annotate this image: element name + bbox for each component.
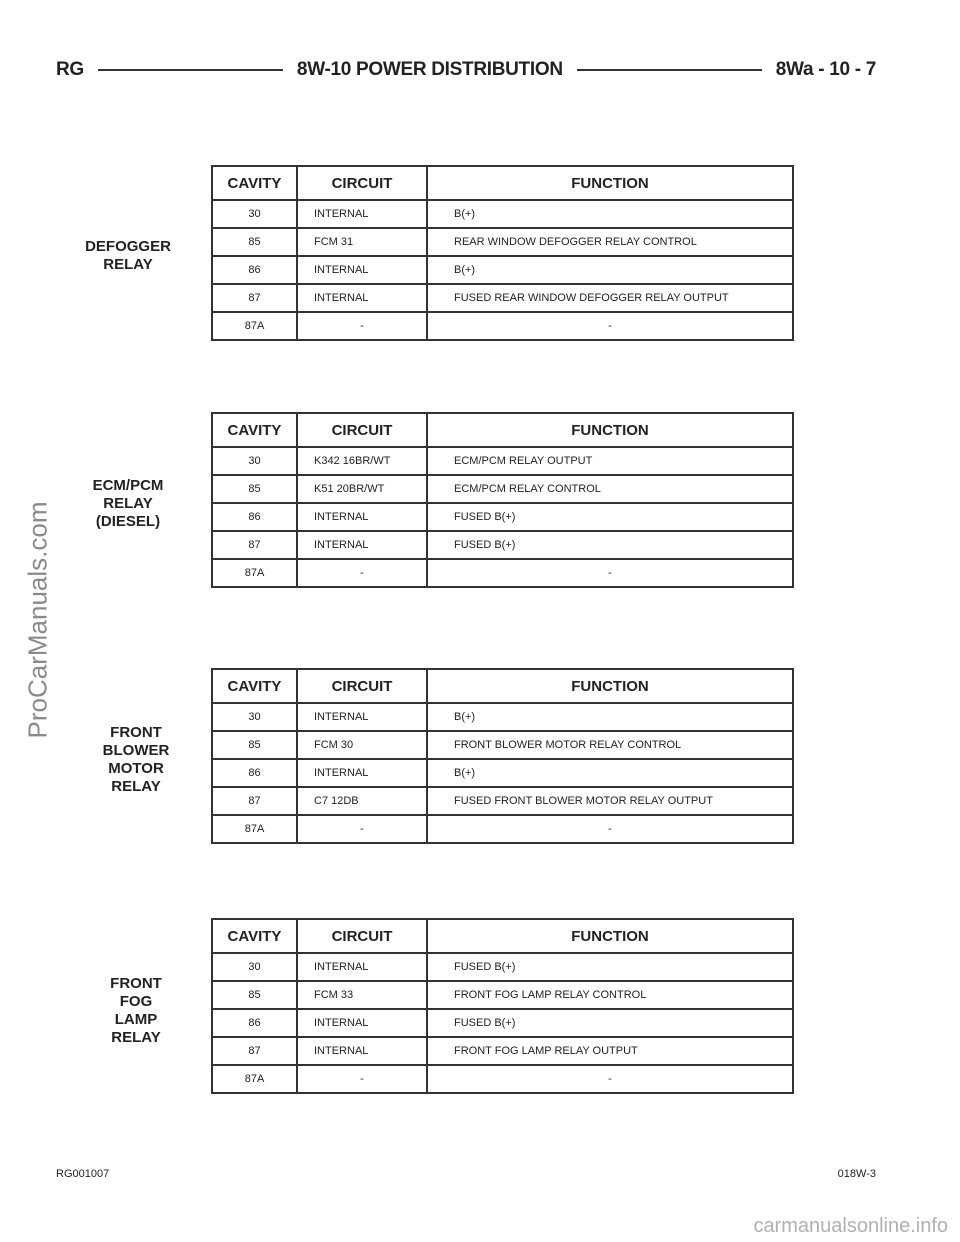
cavity-header: CAVITY bbox=[212, 413, 297, 447]
circuit-cell: INTERNAL bbox=[297, 200, 427, 228]
cavity-cell: 30 bbox=[212, 953, 297, 981]
pin-table bbox=[211, 918, 794, 1094]
table-row bbox=[212, 284, 793, 312]
function-cell: - bbox=[427, 1065, 793, 1093]
page-title: 8W-10 POWER DISTRIBUTION bbox=[296, 59, 563, 80]
cavity-cell: 87A bbox=[212, 1065, 297, 1093]
circuit-cell: INTERNAL bbox=[297, 256, 427, 284]
table-row bbox=[212, 256, 793, 284]
figure-id-left: RG001007 bbox=[56, 1168, 110, 1180]
pin-table bbox=[211, 412, 794, 588]
function-cell: FUSED FRONT BLOWER MOTOR RELAY OUTPUT bbox=[427, 787, 793, 815]
page-header bbox=[56, 56, 876, 84]
table-row bbox=[212, 312, 793, 340]
relay-label: FRONT BLOWER MOTOR RELAY bbox=[102, 724, 170, 795]
table-row bbox=[212, 731, 793, 759]
function-cell: REAR WINDOW DEFOGGER RELAY CONTROL bbox=[427, 228, 793, 256]
circuit-cell: INTERNAL bbox=[297, 1009, 427, 1037]
relay-label: FRONT FOG LAMP RELAY bbox=[110, 975, 162, 1046]
table-row bbox=[212, 1037, 793, 1065]
table-row bbox=[212, 703, 793, 731]
table-row bbox=[212, 1009, 793, 1037]
function-cell: FUSED B(+) bbox=[427, 503, 793, 531]
function-cell: B(+) bbox=[427, 759, 793, 787]
function-cell: FUSED REAR WINDOW DEFOGGER RELAY OUTPUT bbox=[427, 284, 793, 312]
header-rule-left bbox=[98, 69, 283, 71]
pin-table bbox=[211, 165, 794, 341]
table-row bbox=[212, 981, 793, 1009]
function-cell: B(+) bbox=[427, 256, 793, 284]
circuit-cell: - bbox=[297, 815, 427, 843]
function-cell: - bbox=[427, 312, 793, 340]
circuit-cell: FCM 30 bbox=[297, 731, 427, 759]
header-rule-right bbox=[577, 69, 762, 71]
side-watermark-text: ProCarManuals.com bbox=[22, 501, 53, 739]
function-cell: - bbox=[427, 815, 793, 843]
cavity-cell: 87 bbox=[212, 284, 297, 312]
table-row bbox=[212, 815, 793, 843]
function-cell: ECM/PCM RELAY CONTROL bbox=[427, 475, 793, 503]
circuit-cell: FCM 33 bbox=[297, 981, 427, 1009]
circuit-cell: INTERNAL bbox=[297, 503, 427, 531]
circuit-header: CIRCUIT bbox=[297, 413, 427, 447]
table-row bbox=[212, 228, 793, 256]
cavity-cell: 86 bbox=[212, 759, 297, 787]
cavity-header: CAVITY bbox=[212, 919, 297, 953]
circuit-cell: INTERNAL bbox=[297, 953, 427, 981]
cavity-cell: 85 bbox=[212, 475, 297, 503]
pin-table bbox=[211, 668, 794, 844]
table-row bbox=[212, 1065, 793, 1093]
circuit-cell: C7 12DB bbox=[297, 787, 427, 815]
cavity-cell: 87A bbox=[212, 559, 297, 587]
cavity-cell: 85 bbox=[212, 731, 297, 759]
table-row bbox=[212, 531, 793, 559]
function-cell: FUSED B(+) bbox=[427, 531, 793, 559]
circuit-header: CIRCUIT bbox=[297, 166, 427, 200]
function-cell: B(+) bbox=[427, 703, 793, 731]
circuit-cell: - bbox=[297, 312, 427, 340]
table-row bbox=[212, 953, 793, 981]
circuit-header: CIRCUIT bbox=[297, 669, 427, 703]
table-row bbox=[212, 447, 793, 475]
function-cell: FRONT FOG LAMP RELAY OUTPUT bbox=[427, 1037, 793, 1065]
function-header: FUNCTION bbox=[427, 919, 793, 953]
cavity-header: CAVITY bbox=[212, 669, 297, 703]
circuit-cell: K342 16BR/WT bbox=[297, 447, 427, 475]
cavity-cell: 86 bbox=[212, 503, 297, 531]
circuit-cell: INTERNAL bbox=[297, 284, 427, 312]
circuit-header: CIRCUIT bbox=[297, 919, 427, 953]
function-header: FUNCTION bbox=[427, 669, 793, 703]
circuit-cell: - bbox=[297, 559, 427, 587]
relay-label: DEFOGGER RELAY bbox=[85, 238, 171, 273]
cavity-cell: 85 bbox=[212, 228, 297, 256]
header-section-code: RG bbox=[56, 59, 84, 80]
cavity-cell: 87 bbox=[212, 787, 297, 815]
cavity-cell: 86 bbox=[212, 256, 297, 284]
function-cell: FRONT BLOWER MOTOR RELAY CONTROL bbox=[427, 731, 793, 759]
function-cell: B(+) bbox=[427, 200, 793, 228]
cavity-cell: 30 bbox=[212, 703, 297, 731]
function-cell: FUSED B(+) bbox=[427, 953, 793, 981]
bottom-watermark: carmanualsonline.info bbox=[753, 1215, 948, 1237]
table-row bbox=[212, 759, 793, 787]
table-row bbox=[212, 200, 793, 228]
cavity-cell: 87 bbox=[212, 1037, 297, 1065]
circuit-cell: INTERNAL bbox=[297, 531, 427, 559]
circuit-cell: INTERNAL bbox=[297, 703, 427, 731]
cavity-cell: 87 bbox=[212, 531, 297, 559]
page-number: 8Wa - 10 - 7 bbox=[775, 59, 876, 80]
table-row bbox=[212, 503, 793, 531]
function-header: FUNCTION bbox=[427, 413, 793, 447]
table-row bbox=[212, 559, 793, 587]
circuit-cell: INTERNAL bbox=[297, 1037, 427, 1065]
circuit-cell: - bbox=[297, 1065, 427, 1093]
circuit-cell: INTERNAL bbox=[297, 759, 427, 787]
function-cell: ECM/PCM RELAY OUTPUT bbox=[427, 447, 793, 475]
circuit-cell: FCM 31 bbox=[297, 228, 427, 256]
cavity-cell: 30 bbox=[212, 200, 297, 228]
figure-id-right: 018W-3 bbox=[837, 1168, 876, 1180]
table-row bbox=[212, 475, 793, 503]
cavity-cell: 86 bbox=[212, 1009, 297, 1037]
side-watermark bbox=[18, 420, 58, 820]
table-row bbox=[212, 787, 793, 815]
relay-label: ECM/PCM RELAY (DIESEL) bbox=[92, 477, 164, 530]
function-cell: FUSED B(+) bbox=[427, 1009, 793, 1037]
function-cell: FRONT FOG LAMP RELAY CONTROL bbox=[427, 981, 793, 1009]
cavity-cell: 30 bbox=[212, 447, 297, 475]
cavity-cell: 87A bbox=[212, 815, 297, 843]
function-header: FUNCTION bbox=[427, 166, 793, 200]
cavity-header: CAVITY bbox=[212, 166, 297, 200]
cavity-cell: 87A bbox=[212, 312, 297, 340]
cavity-cell: 85 bbox=[212, 981, 297, 1009]
function-cell: - bbox=[427, 559, 793, 587]
circuit-cell: K51 20BR/WT bbox=[297, 475, 427, 503]
